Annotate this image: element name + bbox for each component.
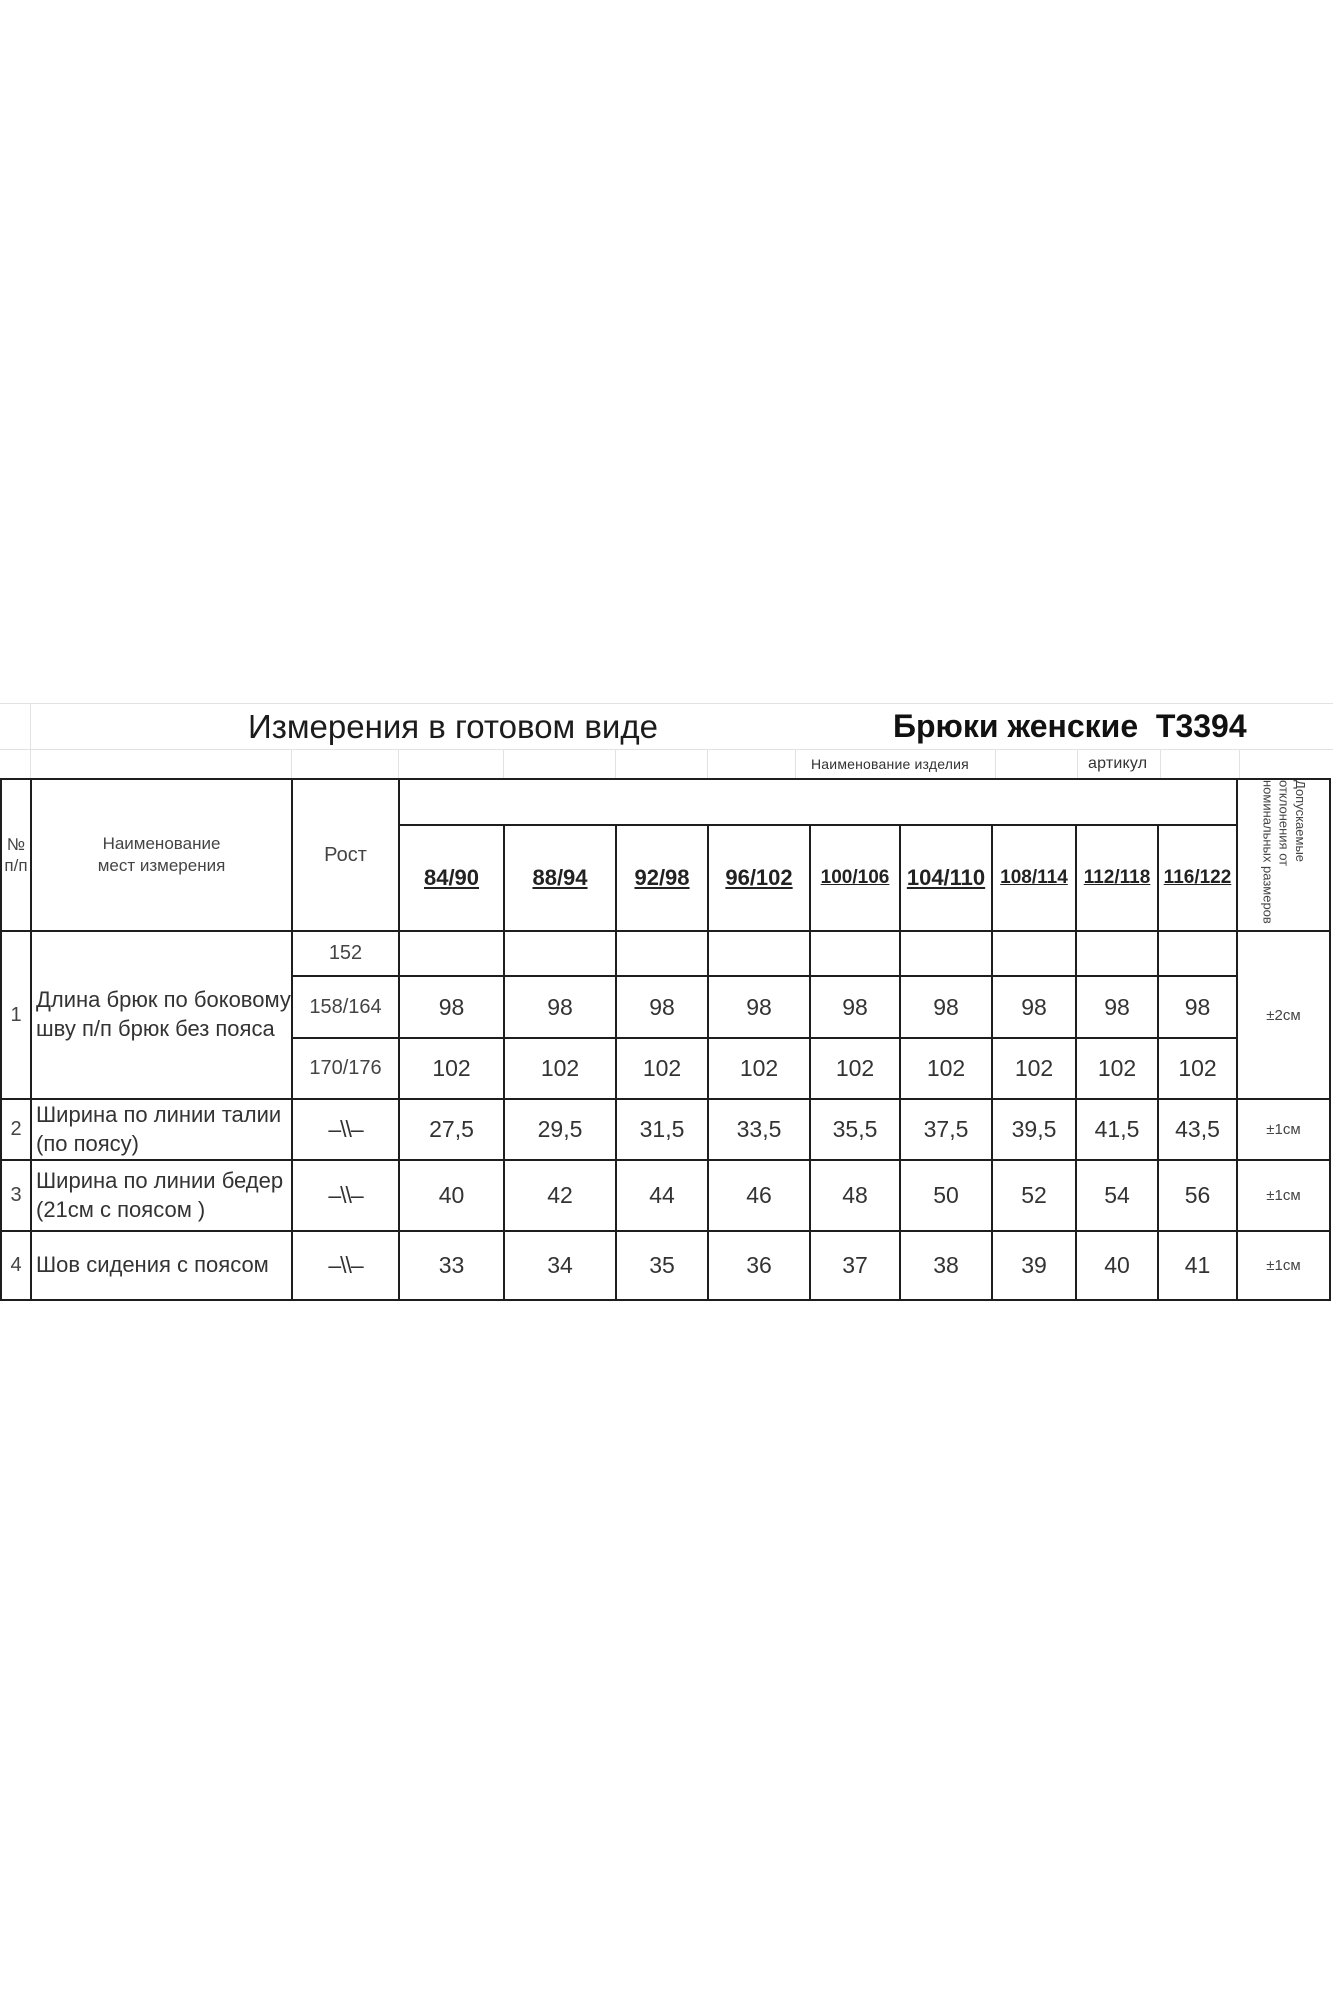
value-cell: 35 <box>616 1231 708 1300</box>
table-row <box>1 1231 1330 1300</box>
gridline <box>0 749 1333 750</box>
value-cell: 102 <box>900 1038 992 1099</box>
product-name-text: Брюки женские <box>893 708 1139 744</box>
value-cell: 33,5 <box>708 1099 810 1160</box>
value-cell <box>900 931 992 976</box>
height-cell: 170/176 <box>292 1038 399 1099</box>
tolerance-cell: ±1см <box>1237 1231 1330 1300</box>
col-name-header-text: Наименование мест измерения <box>97 833 226 875</box>
value-cell: 43,5 <box>1158 1099 1237 1160</box>
tolerance-cell: ±1см <box>1237 1160 1330 1231</box>
value-cell: 35,5 <box>810 1099 900 1160</box>
header-row-top <box>1 779 1330 825</box>
row-number: 1 <box>1 931 31 1099</box>
value-cell: 102 <box>708 1038 810 1099</box>
value-cell: 98 <box>616 976 708 1038</box>
value-cell: 36 <box>708 1231 810 1300</box>
value-cell: 50 <box>900 1160 992 1231</box>
col-number-header: № п/п <box>1 779 31 931</box>
value-cell: 44 <box>616 1160 708 1231</box>
product-name <box>893 708 1247 745</box>
article-label: артикул <box>1088 755 1148 772</box>
value-cell: 31,5 <box>616 1099 708 1160</box>
col-height-header: Рост <box>292 779 399 931</box>
gridline <box>398 749 399 778</box>
value-cell: 39 <box>992 1231 1076 1300</box>
value-cell <box>708 931 810 976</box>
height-cell: 158/164 <box>292 976 399 1038</box>
value-cell <box>992 931 1076 976</box>
size-header: 104/110 <box>900 825 992 931</box>
value-cell: 48 <box>810 1160 900 1231</box>
value-cell: 54 <box>1076 1160 1158 1231</box>
value-cell: 41,5 <box>1076 1099 1158 1160</box>
value-cell: 40 <box>1076 1231 1158 1300</box>
size-header: 100/106 <box>810 825 900 931</box>
size-header: 108/114 <box>992 825 1076 931</box>
gridline <box>707 749 708 778</box>
value-cell: 102 <box>992 1038 1076 1099</box>
value-cell: 98 <box>504 976 616 1038</box>
measurement-name: Шов сидения с поясом <box>31 1231 292 1300</box>
size-header: 112/118 <box>1076 825 1158 931</box>
gridline <box>1239 749 1240 778</box>
gridline <box>503 749 504 778</box>
size-header: 116/122 <box>1158 825 1237 931</box>
value-cell <box>399 931 504 976</box>
measurement-name: Длина брюк по боковому шву п/п брюк без пояса <box>31 931 292 1099</box>
gridline <box>30 703 31 778</box>
col-tolerance-header <box>1237 779 1330 931</box>
value-cell <box>1158 931 1237 976</box>
row-number: 3 <box>1 1160 31 1231</box>
value-cell: 98 <box>992 976 1076 1038</box>
value-cell: 34 <box>504 1231 616 1300</box>
value-cell: 98 <box>1158 976 1237 1038</box>
measurement-name: Ширина по линии бедер (21см с поясом ) <box>31 1160 292 1231</box>
value-cell: 98 <box>399 976 504 1038</box>
value-cell: 42 <box>504 1160 616 1231</box>
value-cell: 102 <box>1158 1038 1237 1099</box>
tolerance-cell: ±2см <box>1237 931 1330 1099</box>
gridline <box>1160 749 1161 778</box>
value-cell: 102 <box>1076 1038 1158 1099</box>
row-number: 4 <box>1 1231 31 1300</box>
col-tolerance-header-text: Допускаемые отклонения от номинальных размеров <box>1260 780 1308 924</box>
size-header: 92/98 <box>616 825 708 931</box>
value-cell: 102 <box>616 1038 708 1099</box>
value-cell: 98 <box>1076 976 1158 1038</box>
size-header: 88/94 <box>504 825 616 931</box>
product-name-label: Наименование изделия <box>811 756 969 772</box>
value-cell <box>504 931 616 976</box>
value-cell: 33 <box>399 1231 504 1300</box>
size-header: 84/90 <box>399 825 504 931</box>
value-cell: 29,5 <box>504 1099 616 1160</box>
gridline <box>615 749 616 778</box>
value-cell: 38 <box>900 1231 992 1300</box>
sizes-group-header <box>399 779 1237 825</box>
gridline <box>795 749 796 778</box>
height-ditto-mark: –\\– <box>292 1099 399 1160</box>
measurement-name: Ширина по линии талии (по поясу) <box>31 1099 292 1160</box>
value-cell: 39,5 <box>992 1099 1076 1160</box>
value-cell <box>1076 931 1158 976</box>
value-cell: 98 <box>810 976 900 1038</box>
value-cell: 98 <box>900 976 992 1038</box>
table-row <box>1 1099 1330 1160</box>
height-ditto-mark: –\\– <box>292 1160 399 1231</box>
tolerance-cell: ±1см <box>1237 1099 1330 1160</box>
height-ditto-mark: –\\– <box>292 1231 399 1300</box>
value-cell: 98 <box>708 976 810 1038</box>
gridline <box>291 749 292 778</box>
measurement-table <box>0 778 1331 1301</box>
product-article: Т3394 <box>1155 708 1247 744</box>
table-row <box>1 931 1330 976</box>
value-cell: 41 <box>1158 1231 1237 1300</box>
value-cell: 102 <box>810 1038 900 1099</box>
height-cell: 152 <box>292 931 399 976</box>
gridline <box>1077 749 1078 778</box>
value-cell: 37,5 <box>900 1099 992 1160</box>
table-row <box>1 1160 1330 1231</box>
value-cell: 27,5 <box>399 1099 504 1160</box>
value-cell: 102 <box>504 1038 616 1099</box>
size-header: 96/102 <box>708 825 810 931</box>
row-number: 2 <box>1 1099 31 1160</box>
value-cell: 52 <box>992 1160 1076 1231</box>
value-cell: 37 <box>810 1231 900 1300</box>
gridline <box>995 749 996 778</box>
value-cell: 102 <box>399 1038 504 1099</box>
value-cell <box>616 931 708 976</box>
col-name-header <box>31 779 292 931</box>
value-cell: 46 <box>708 1160 810 1231</box>
value-cell <box>810 931 900 976</box>
value-cell: 40 <box>399 1160 504 1231</box>
value-cell: 56 <box>1158 1160 1237 1231</box>
document-title: Измерения в готовом виде <box>248 708 658 745</box>
gridline <box>0 703 1333 704</box>
